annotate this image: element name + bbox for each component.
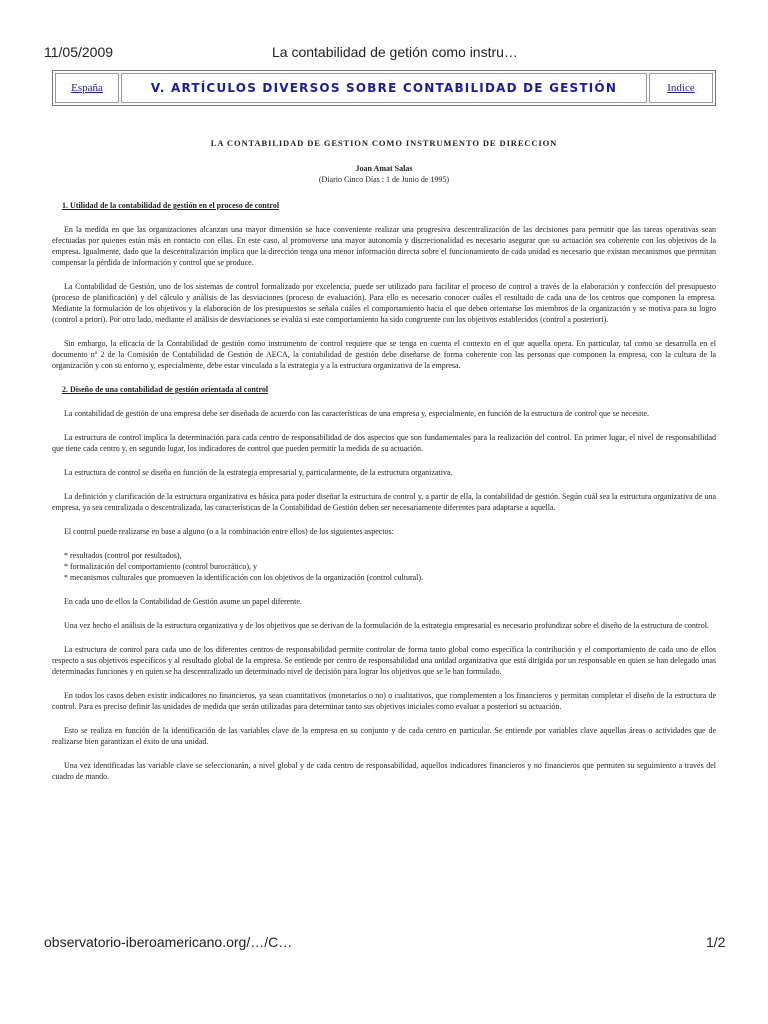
control-aspects-list [64, 550, 716, 583]
paragraph: Sin embargo, la eficacia de la Contabilidad de gestión como instrumento de control requiere que se tenga en cuenta el contexto en el que aquella opera. En particular, tal como se desarrolla en el documento nº 2 de la Comisión de Contabilidad de Gestión de AECA, la contabilidad de gestión debe diseñarse de forma coherente con las personas que componen la empresa, con la cultura de la organización y con su entorno y, especialmente, debe estar vinculada a la estrategia y a la estructura organizativa de la empresa. [52, 339, 716, 370]
espana-link[interactable]: España [71, 82, 103, 94]
nav-cell-title [121, 73, 647, 103]
paragraph: La estructura de control para cada uno de los diferentes centros de responsabilidad permite controlar de forma tanto global como específica la contribución y el comportamiento de cada uno de ellos respecto a sus objetivos específicos y al resultado global de la empresa. Se entiende por centro de responsabilidad una unidad organizativa que está dirigida por un responsable en quien se han delegado unas determinadas funciones y en quien se ha descentralizado un determinado nivel de decisión para lograr los objetivos que se le han formulado. [52, 645, 716, 676]
paragraph: La contabilidad de gestión de una empresa debe ser diseñada de acuerdo con las características de una empresa y, especialmente, en función de la estructura de control que se necesite. [64, 409, 649, 418]
article-title: LA CONTABILIDAD DE GESTION COMO INSTRUMENTO DE DIRECCION [210, 138, 558, 148]
article-author: Joan Amat Salas [355, 164, 413, 173]
paragraph: La estructura de control se diseña en función de la estrategia empresarial y, particularmente, de la estructura organizativa. [64, 468, 453, 477]
indice-link[interactable]: Indice [667, 82, 695, 94]
nav-cell-left [55, 73, 119, 103]
paragraph: En todos los casos deben existir indicadores no financieros, ya sean cuantitativos (monetarios o no) o cualitativos, que complementen a los financieros y permitan completar el diseño de la estructura de control. Para es preciso definir las unidades de medida que serán utilizadas para determinar tanto sus objetivos iniciales como evaluar a posteriori su actuación. [52, 691, 716, 711]
paragraph: Esto se realiza en función de la identificación de las variables clave de la empresa en su conjunto y de cada centro en particular. Se entiende por variables clave aquellas áreas o actividades que de realizarse bien garantizan el éxito de una unidad. [52, 726, 716, 746]
list-item: * mecanismos culturales que promueven la identificación con los objetivos de la organización (control cultural). [64, 573, 424, 582]
page-number: 1/2 [706, 934, 726, 950]
section-1-heading-text: 1. Utilidad de la contabilidad de gestión en el proceso de control [62, 201, 280, 210]
list-item: * formalización del comportamiento (control burocrático), y [64, 562, 258, 571]
paragraph: La estructura de control implica la determinación para cada centro de responsabilidad de dos aspectos que son fundamentales para la realización del control. En primer lugar, el nivel de responsabilidad que tiene cada centro y, en segundo lugar, los indicadores de control que pueden permitir la medida de su actuación. [52, 433, 716, 453]
paragraph: Una vez hecho el análisis de la estructura organizativa y de los objetivos que se derivan de la formulación de la estrategia empresarial es necesario profundizar sobre el diseño de la estructura de control. [64, 621, 709, 630]
paragraph: La definición y clarificación de la estructura organizativa es básica para poder diseñar la estructura de control y, a partir de ella, la contabilidad de gestión. Según cuál sea la estructura organizativa de una empresa, ya sea centralizada o descentralizada, las características de la Contabilidad de Gestión deben ser necesariamente diferentes para adaptarse a aquella. [52, 492, 716, 512]
section-1-heading [62, 200, 716, 211]
paragraph: En la medida en que las organizaciones alcanzan una mayor dimensión se hace conveniente realizar una progresiva descentralización de las decisiones para permitir que las tareas operativas sean efectuadas por quienes están más en contacto con ellas. En este caso, al promoverse una mayor autonomía y discrecionalidad es necesario asegurar que su actuación sea coherente con los objetivos de la empresa. Igualmente, dado que la descentralización implica que la dirección tenga una menor información directa sobre el funcionamiento de cada unidad es necesario que existan mecanismos que permitan compensar la pérdida de información y control que se produce. [52, 225, 716, 267]
paragraph: La Contabilidad de Gestión, uno de los sistemas de control formalizado por excelencia, puede ser utilizado para facilitar el proceso de control a través de la elaboración y confección del presupuesto (proceso de planificación) y del cálculo y análisis de las desviaciones (proceso de evaluación). Para ello es necesario conocer cuáles el resultado de cada una de los centros que componen la empresa. Mediante la formulación de los objetivos y la elaboración de los presupuestos se señala cuáles el comportamiento hacia el que deben orientarse los miembros de la organización y se motiva para su logro (control a priori). Por otro lado, mediante el análisis de desviaciones se evalúa si este comportamiento ha sido congruente con los objetivos establecidos (control a posteriori). [52, 282, 716, 324]
section-2-heading [62, 384, 716, 395]
print-header [0, 0, 768, 60]
section-nav-bar [52, 70, 716, 106]
paragraph: El control puede realizarse en base a alguno (o a la combinación entre ellos) de los siguientes aspectos: [64, 527, 394, 536]
list-item: * resultados (control por resultados), [64, 551, 182, 560]
section-2-heading-text: 2. Diseño de una contabilidad de gestión orientada al control [62, 385, 269, 394]
print-url: observatorio-iberoamericano.org/…/C… [44, 934, 293, 950]
section-title: V. ARTÍCULOS DIVERSOS SOBRE CONTABILIDAD DE GESTIÓN [150, 81, 618, 95]
paragraph: Una vez identificadas las variable clave se seleccionarán, a nivel global y de cada centro de responsabilidad, aquellos indicadores financieros y no financieros que permiten su seguimiento a través del cuadro de mando. [52, 761, 716, 781]
article-body [52, 138, 716, 795]
article-source: (Diario Cinco Días : 1 de Junio de 1995) [318, 175, 450, 184]
print-date: 11/05/2009 [44, 44, 114, 60]
paragraph: En cada uno de ellos la Contabilidad de Gestión asume un papel diferente. [64, 597, 302, 606]
nav-cell-right [649, 73, 713, 103]
print-page-title: La contabilidad de getión como instru… [272, 44, 518, 60]
